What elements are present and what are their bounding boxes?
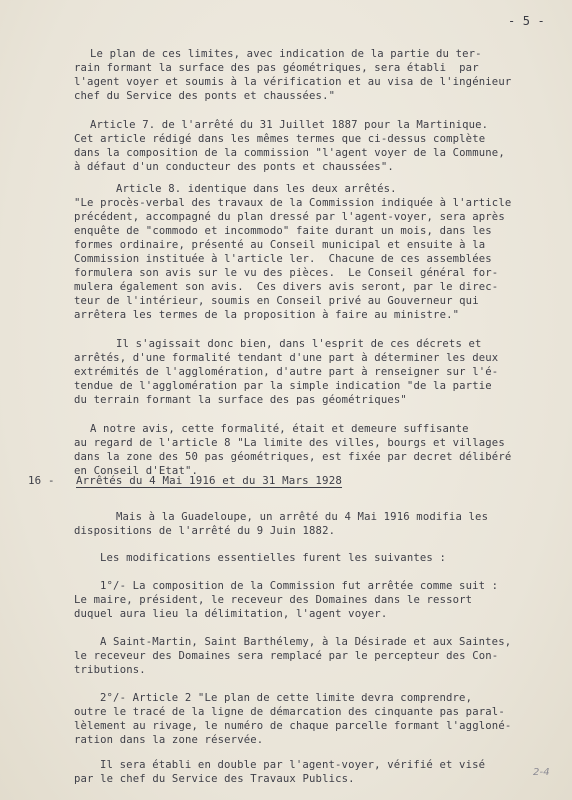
text-line: précédent, accompagné du plan dressé par l'agent-voyer, sera après xyxy=(74,211,505,223)
text-line: arrêtera les termes de la proposition à faire au ministre." xyxy=(74,309,460,321)
page-number: - 5 - xyxy=(508,14,545,28)
handwritten-corner-note: 2-4 xyxy=(533,767,550,778)
text-line: arrêtés, d'une formalité tendant d'une part à déterminer les deux xyxy=(74,352,499,364)
text-line: dispositions de l'arrêté du 9 Juin 1882. xyxy=(74,525,336,537)
text-line: duquel aura lieu la délimitation, l'agent voyer. xyxy=(74,608,388,620)
text-line: Cet article rédigé dans les mêmes termes que ci-dessus complète xyxy=(74,133,486,145)
text-line: 1°/- La composition de la Commission fut arrêtée comme suit : xyxy=(100,580,499,592)
text-line: dans la composition de la commission "l'agent voyer de la Commune, xyxy=(74,147,505,159)
text-line: mulera également son avis. Ces divers avis seront, par le direc- xyxy=(74,281,499,293)
text-line: tendue de l'agglomération par la simple indication "de la partie xyxy=(74,380,492,392)
text-line: A Saint-Martin, Saint Barthélemy, à la Désirade et aux Saintes, xyxy=(100,636,512,648)
text-line: lèlement au rivage, le numéro de chaque parcelle formant l'aggloné- xyxy=(74,720,512,732)
text-line: Il s'agissait donc bien, dans l'esprit de ces décrets et xyxy=(116,338,482,350)
section-number: 16 - xyxy=(28,474,55,487)
text-line: chef du Service des ponts et chaussées." xyxy=(74,90,336,102)
text-line: par le chef du Service des Travaux Publics. xyxy=(74,773,355,785)
text-line: Il sera établi en double par l'agent-voyer, vérifié et visé xyxy=(100,759,486,771)
text-line: à défaut d'un conducteur des ponts et chaussées". xyxy=(74,161,394,173)
section-title: Arrêtés du 4 Mai 1916 et du 31 Mars 1928 xyxy=(76,474,343,487)
text-line: du terrain formant la surface des pas géométriques" xyxy=(74,394,407,406)
text-line: formes ordinaire, présenté au Conseil municipal et ensuite à la xyxy=(74,239,486,251)
text-line: Les modifications essentielles furent les suivantes : xyxy=(100,552,446,564)
text-line: Commission instituée à l'article ler. Chacune de ces assemblées xyxy=(74,253,492,265)
text-line: tributions. xyxy=(74,664,146,676)
text-line: Article 8. identique dans les deux arrêtés. xyxy=(116,183,397,195)
text-line: ration dans la zone réservée. xyxy=(74,734,264,746)
text-line: "Le procès-verbal des travaux de la Commission indiquée à l'article xyxy=(74,197,512,209)
text-line: outre le tracé de la ligne de démarcation des cinquante pas paral- xyxy=(74,706,505,718)
text-line: dans la zone des 50 pas géométriques, est fixée par decret délibéré xyxy=(74,451,512,463)
text-line: Le maire, président, le receveur des Domaines dans le ressort xyxy=(74,594,473,606)
text-line: teur de l'intérieur, soumis en Conseil privé au Gouverneur qui xyxy=(74,295,479,307)
text-line: au regard de l'article 8 "La limite des villes, bourgs et villages xyxy=(74,437,505,449)
text-line: Article 7. de l'arrêté du 31 Juillet 1887 pour la Martinique. xyxy=(90,119,489,131)
text-line: enquête de "commodo et incommodo" faite durant un mois, dans les xyxy=(74,225,492,237)
text-line: A notre avis, cette formalité, était et demeure suffisante xyxy=(90,423,469,435)
text-line: en Conseil d'Etat". xyxy=(74,465,199,477)
text-line: Mais à la Guadeloupe, un arrêté du 4 Mai 1916 modifia les xyxy=(116,511,489,523)
text-line: 2°/- Article 2 "Le plan de cette limite devra comprendre, xyxy=(100,692,473,704)
text-line: l'agent voyer et soumis à la vérification et au visa de l'ingénieur xyxy=(74,76,512,88)
text-line: Le plan de ces limites, avec indication de la partie du ter- xyxy=(90,48,482,60)
text-line: rain formant la surface des pas géométriques, sera établi par xyxy=(74,62,479,74)
text-line: le receveur des Domaines sera remplacé par le percepteur des Con- xyxy=(74,650,499,662)
text-line: extrémités de l'agglomération, d'autre part à renseigner sur l'é- xyxy=(74,366,499,378)
text-line: formulera son avis sur le vu des pièces. Le Conseil général for- xyxy=(74,267,499,279)
